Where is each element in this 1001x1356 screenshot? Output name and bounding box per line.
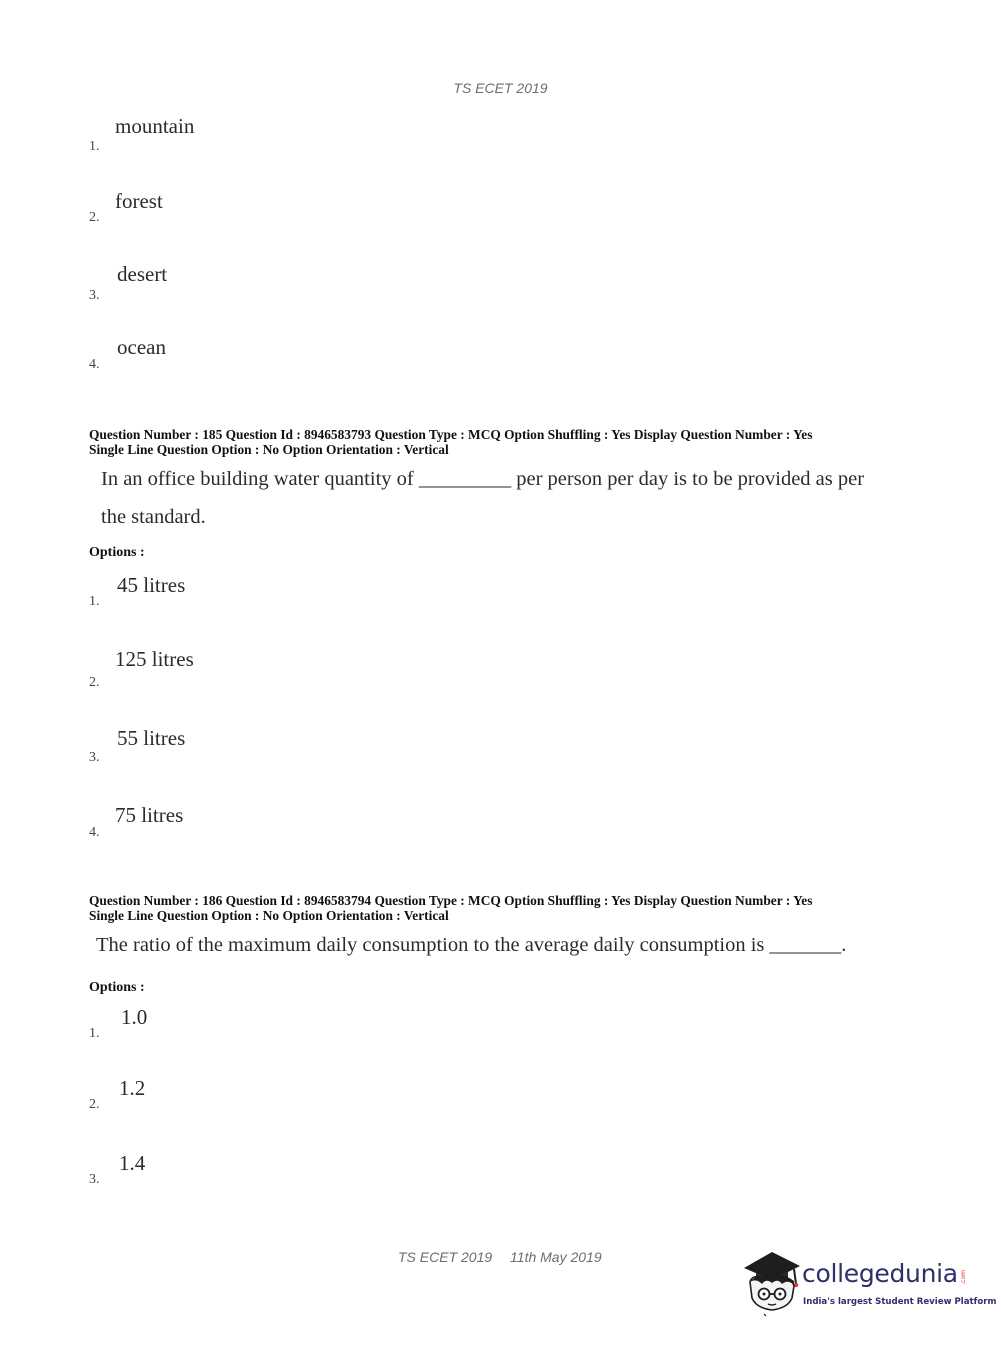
option-number: 1. xyxy=(89,139,100,154)
logo-suffix: .com xyxy=(960,1270,967,1285)
option-number: 3. xyxy=(89,288,100,303)
option-number: 2. xyxy=(89,1097,100,1112)
option-text: 1.4 xyxy=(119,1151,146,1175)
option-number: 3. xyxy=(89,750,100,765)
option-text: 45 litres xyxy=(117,573,186,597)
options-label: Options : xyxy=(89,980,145,995)
option-number: 3. xyxy=(89,1172,100,1187)
option-number: 4. xyxy=(89,825,100,840)
options-label: Options : xyxy=(89,545,145,560)
question-text: In an office building water quantity of _________ per person per day is to be provided as per xyxy=(101,468,865,490)
option-text: 125 litres xyxy=(115,647,194,671)
option-number: 2. xyxy=(89,210,100,225)
option-text: 75 litres xyxy=(115,803,184,827)
collegedunia-logo[interactable] xyxy=(742,1248,997,1318)
option-number: 2. xyxy=(89,675,100,690)
option-text: 1.0 xyxy=(121,1005,148,1029)
logo-tagline: India's largest Student Review Platform xyxy=(803,1297,997,1307)
logo-wordmark: collegedunia xyxy=(802,1259,958,1288)
question-meta-line: Question Number : 185 Question Id : 8946583793 Question Type : MCQ Option Shuffling : Yes Display Question Number : Yes xyxy=(89,427,813,442)
question-meta-line: Question Number : 186 Question Id : 8946583794 Question Type : MCQ Option Shuffling : Yes Display Question Number : Yes xyxy=(89,893,813,908)
option-text: 55 litres xyxy=(117,726,186,750)
question-meta xyxy=(89,894,909,923)
question-meta xyxy=(89,428,909,457)
option-text: ocean xyxy=(117,335,166,359)
option-text: desert xyxy=(117,262,168,286)
option-number: 1. xyxy=(89,594,100,609)
question-text: The ratio of the maximum daily consumption to the average daily consumption is _______. xyxy=(96,934,847,956)
option-text: 1.2 xyxy=(119,1076,146,1100)
mascot-icon xyxy=(742,1248,804,1318)
page-footer xyxy=(398,1249,616,1265)
page-header-title: TS ECET 2019 xyxy=(453,80,548,96)
question-text: the standard. xyxy=(101,506,206,528)
question-meta-line: Single Line Question Option : No Option Orientation : Vertical xyxy=(89,907,449,923)
option-number: 1. xyxy=(89,1026,100,1041)
footer-exam: TS ECET 2019 xyxy=(398,1249,493,1265)
option-text: forest xyxy=(115,189,163,213)
question-meta-line: Single Line Question Option : No Option Orientation : Vertical xyxy=(89,441,449,457)
footer-date: 11th May 2019 xyxy=(510,1249,602,1265)
option-text: mountain xyxy=(115,114,195,138)
option-number: 4. xyxy=(89,357,100,372)
